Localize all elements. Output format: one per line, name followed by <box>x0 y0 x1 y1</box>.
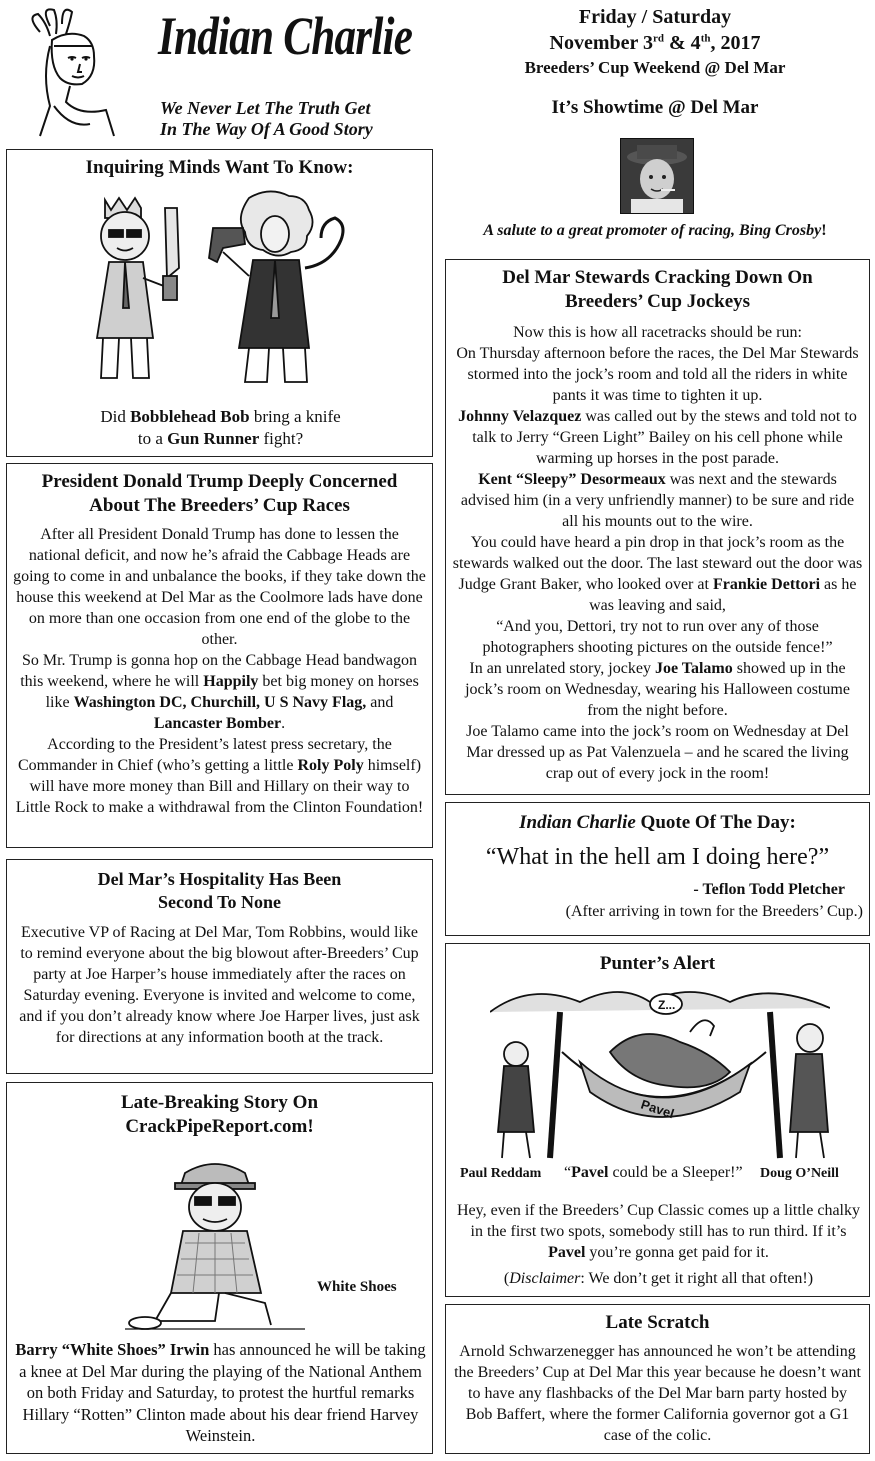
hospitality-header: Del Mar’s Hospitality Has Been Second To None <box>97 869 342 912</box>
caption-paul-reddam: Paul Reddam <box>460 1166 542 1181</box>
punters-alert-header: Punter’s Alert <box>599 953 716 974</box>
quote-box <box>445 802 870 936</box>
late-scratch-body: Arnold Schwarzenegger has announced he won’t be attending the Breeders’ Cup at Del Mar this year because he doesn’t want to have any flashbacks of the Del Mar barn party hosted by Bob Baffert, where the former California governor got a G1 case of the colic. <box>454 1343 861 1444</box>
stewards-header: Del Mar Stewards Cracking Down On Breeders’ Cup Jockeys <box>502 267 813 312</box>
inquiring-minds-text: Did Bobblehead Bob bring a knife to a Gun Runner fight? <box>100 407 341 448</box>
quote-note: (After arriving in town for the Breeders’ Cup.) <box>565 903 863 920</box>
trump-body: After all President Donald Trump has done to lessen the national deficit, and now he’s afraid the Cabbage Heads are going to come in and unbalance the books, if they take down the house this weekend at Del Mar as the Coolmore lads have done on more than one occasion from one end of the globe to the other. So Mr. Trump is gonna hop on the Cabbage Head bandwagon this weekend, where he will Happily bet big money on horses like Washington DC, Churchill, U S Navy Flag, and Lancaster Bomber. According to the President’s latest press secretary, the Commander in Chief (who’s getting a little Roly Poly himself) will have more money than Bill and Hillary on their way to Little Rock to make a withdrawal from the Clinton Foundation! <box>13 526 426 816</box>
inquiring-minds-box <box>6 149 433 457</box>
late-scratch-box <box>445 1304 870 1454</box>
zzz-label: Z... <box>658 998 676 1012</box>
hospitality-box <box>6 859 433 1074</box>
bing-crosby-photo <box>620 138 694 214</box>
punters-alert-body: Hey, even if the Breeders’ Cup Classic comes up a little chalky in the first two spots, somebody still has to run third. If it’s Pavel you’re gonna get paid for it. <box>457 1202 860 1261</box>
late-breaking-header: Late-Breaking Story On CrackPipeReport.com! <box>120 1092 319 1137</box>
cartoon-white-shoes <box>115 1153 315 1333</box>
bing-caption: A salute to a great promoter of racing, Bing Crosby! <box>483 222 827 239</box>
caption-doug-oneill: Doug O’Neill <box>760 1166 839 1181</box>
trump-header: President Donald Trump Deeply Concerned About The Breeders’ Cup Races <box>41 471 398 516</box>
cartoon-pavel-hammock <box>490 982 830 1160</box>
dateline-days: Friday / Saturday <box>578 6 732 28</box>
stewards-body: Now this is how all racetracks should be run: On Thursday afternoon before the races, the Del Mar Stewards stormed into the jock’s room and told all the riders in white pants it was time to tighten it up. Johnny Velazquez was called out by the stews and told not to talk to Jerry “Green Light” Bailey on his cell phone while warming up horses in the post parade. Kent “Sleepy” Desormeaux was next and the stewards advised him (in a very unfriendly manner) to be sure and ride all his mounts out to the wire. You could have heard a pin drop in that jock’s room as the stewards walked out the door. The last steward out the door was Judge Grant Baker, who looked over at Frankie Dettori as he was leaving and said, “And you, Dettori, try not to run over any of those photographers shooting pictures on the outside fence!” In an unrelated story, jockey Joe Talamo showed up in the jock’s room on Wednesday, wearing his Halloween costume from the night before. Joe Talamo came into the jock’s room on Wednesday at Del Mar dressed up as Pat Valenzuela – and he scared the living crap out of every jock in the room! <box>452 324 863 782</box>
masthead-slogan-2: In The Way Of A Good Story <box>160 119 373 139</box>
dateline-date: November 3rd & 4th, 2017 <box>549 32 761 54</box>
cartoon-bob-and-gunrunner <box>73 188 373 392</box>
late-breaking-body: Barry “White Shoes” Irwin has announced he will be taking a knee at Del Mar during the playing of the National Anthem on both Friday and Saturday, to protest the hurtful remarks Hillary “Rotten” Clinton made about his dear friend Harvey Weinstein. <box>15 1340 426 1445</box>
masthead-title: Indian Charlie <box>158 6 413 66</box>
indian-head-logo <box>10 6 130 142</box>
dateline <box>440 4 870 254</box>
white-shoes-caption: White Shoes <box>317 1279 397 1295</box>
quote-header: Indian Charlie Quote Of The Day: <box>519 812 796 833</box>
showtime-heading: It’s Showtime @ Del Mar <box>551 97 759 118</box>
quote-author: - Teflon Todd Pletcher <box>693 881 845 898</box>
late-breaking-box <box>6 1082 433 1454</box>
inquiring-minds-header: Inquiring Minds Want To Know: <box>85 157 354 178</box>
hospitality-body: Executive VP of Racing at Del Mar, Tom Robbins, would like to remind everyone about the big blowout after-Breeders’ Cup party at Joe Harper’s house immediately after the races on Saturday evening. Everyone is invited and welcome to come, and if you don’t already know where Joe Harper lives, just ask for directions at any information booth at the track. <box>19 924 420 1046</box>
stewards-box <box>445 259 870 795</box>
punters-alert-box <box>445 943 870 1297</box>
masthead-slogan-1: We Never Let The Truth Get <box>160 98 371 118</box>
late-scratch-header: Late Scratch <box>605 1312 710 1333</box>
dateline-event: Breeders’ Cup Weekend @ Del Mar <box>524 58 786 77</box>
masthead <box>8 4 428 146</box>
punters-disclaimer: (Disclaimer: We don’t get it right all that often!) <box>503 1270 814 1287</box>
hammock-pavel-label: Pavel <box>639 1096 677 1122</box>
quote-text: “What in the hell am I doing here?” <box>485 844 830 870</box>
trump-article-box <box>6 463 433 848</box>
caption-pavel-sleeper: “Pavel could be a Sleeper!” <box>564 1164 743 1181</box>
